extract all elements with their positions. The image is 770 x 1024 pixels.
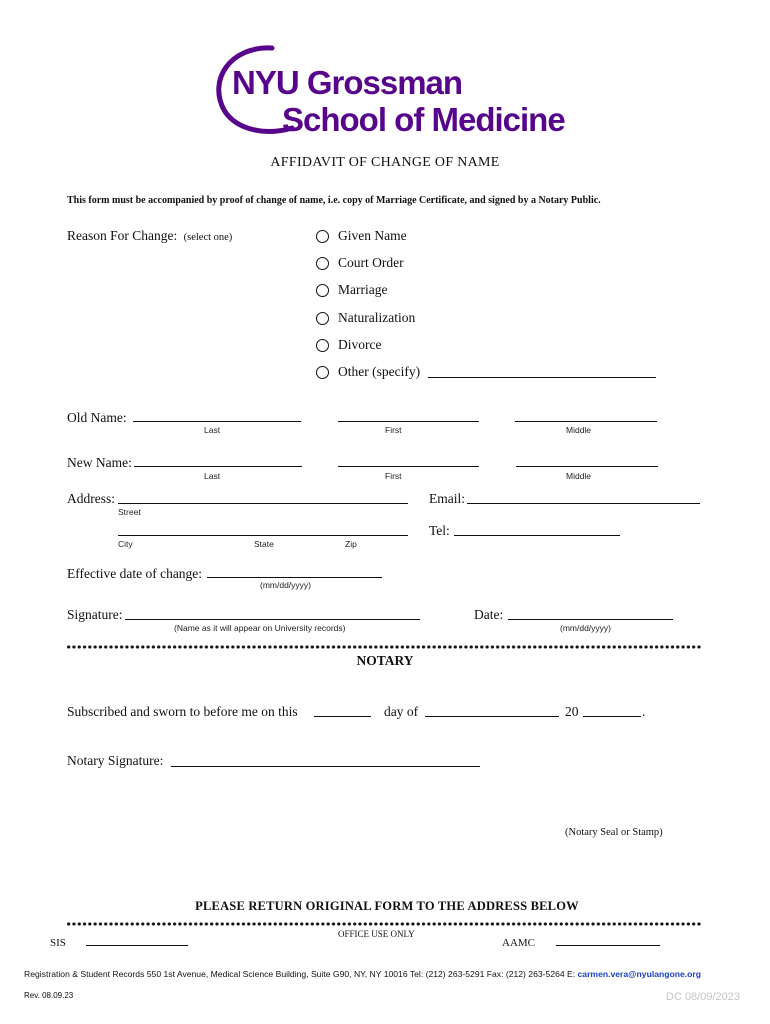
notary-heading: NOTARY bbox=[356, 653, 414, 668]
address-city-field[interactable] bbox=[118, 535, 408, 536]
street-caption: Street bbox=[118, 507, 141, 517]
radio-label: Divorce bbox=[338, 337, 382, 352]
reason-option-naturalization[interactable] bbox=[316, 309, 415, 327]
email-label: Email: bbox=[429, 491, 465, 506]
reason-option-given-name[interactable] bbox=[316, 227, 407, 245]
form-title: AFFIDAVIT OF CHANGE OF NAME bbox=[270, 155, 500, 170]
radio-button[interactable] bbox=[316, 284, 329, 297]
notary-day-field[interactable] bbox=[314, 716, 371, 717]
effective-date-field[interactable] bbox=[207, 577, 382, 578]
other-specify-field[interactable] bbox=[428, 377, 656, 378]
date-watermark: DC 08/09/2023 bbox=[666, 991, 740, 1003]
state-caption: State bbox=[254, 539, 274, 549]
radio-label: Given Name bbox=[338, 228, 407, 243]
date-caption: (mm/dd/yyyy) bbox=[560, 623, 611, 633]
return-heading: PLEASE RETURN ORIGINAL FORM TO THE ADDRESS BELOW bbox=[195, 899, 579, 913]
old-name-last-caption: Last bbox=[204, 425, 221, 435]
reason-label bbox=[67, 228, 232, 244]
signature-label: Signature: bbox=[67, 607, 123, 622]
dotted-divider-bottom bbox=[66, 922, 702, 926]
radio-button[interactable] bbox=[316, 312, 329, 325]
radio-label: Other (specify) bbox=[338, 364, 421, 379]
reason-label-text: Reason For Change: bbox=[67, 228, 178, 243]
footer-address-text: Registration & Student Records 550 1st Avenue, Medical Science Building, Suite G90, NY, NY 10016 Tel: (212) 263-5291 Fax: (212) 263-5264 E: bbox=[24, 969, 578, 979]
tel-field[interactable] bbox=[454, 535, 620, 536]
notary-year-suffix: . bbox=[642, 704, 646, 719]
old-name-first-caption: First bbox=[385, 425, 402, 435]
zip-caption: Zip bbox=[345, 539, 357, 549]
new-name-middle-caption: Middle bbox=[566, 471, 592, 481]
new-name-first-field[interactable] bbox=[338, 466, 479, 467]
dotted-divider bbox=[66, 645, 702, 649]
notary-year-field[interactable] bbox=[583, 716, 641, 717]
new-name-middle-field[interactable] bbox=[516, 466, 658, 467]
radio-button[interactable] bbox=[316, 230, 329, 243]
notary-signature-field[interactable] bbox=[171, 766, 480, 767]
radio-button[interactable] bbox=[316, 339, 329, 352]
radio-label: Court Order bbox=[338, 255, 404, 270]
tel-label: Tel: bbox=[429, 523, 450, 538]
notary-sworn-text: Subscribed and sworn to before me on this bbox=[67, 704, 298, 719]
signature-field[interactable] bbox=[125, 619, 420, 620]
footer-email-link[interactable]: carmen.vera@nyulangone.org bbox=[577, 969, 702, 979]
old-name-middle-field[interactable] bbox=[515, 421, 657, 422]
logo bbox=[210, 40, 570, 140]
footer-address bbox=[24, 969, 701, 979]
reason-option-marriage[interactable] bbox=[316, 281, 387, 299]
aamc-field[interactable] bbox=[556, 945, 660, 946]
effective-date-caption: (mm/dd/yyyy) bbox=[260, 580, 311, 590]
logo-line-1: NYU Grossman bbox=[232, 64, 463, 101]
revision-label: Rev. 08.09.23 bbox=[24, 991, 74, 1000]
radio-button[interactable] bbox=[316, 257, 329, 270]
office-use-label: OFFICE USE ONLY bbox=[338, 929, 415, 939]
notary-year-prefix: 20 bbox=[565, 704, 579, 719]
signature-caption: (Name as it will appear on University records) bbox=[174, 623, 346, 633]
notary-seal-note: (Notary Seal or Stamp) bbox=[565, 827, 663, 838]
radio-label: Marriage bbox=[338, 282, 388, 297]
email-field[interactable] bbox=[467, 503, 700, 504]
notary-signature-label: Notary Signature: bbox=[67, 753, 164, 768]
date-label: Date: bbox=[474, 607, 504, 622]
reason-option-court-order[interactable] bbox=[316, 254, 404, 272]
sis-label: SIS bbox=[50, 937, 66, 949]
notary-month-field[interactable] bbox=[425, 716, 559, 717]
old-name-first-field[interactable] bbox=[338, 421, 479, 422]
old-name-label: Old Name: bbox=[67, 410, 127, 425]
city-caption: City bbox=[118, 539, 133, 549]
sis-field[interactable] bbox=[86, 945, 188, 946]
address-street-field[interactable] bbox=[118, 503, 408, 504]
radio-label: Naturalization bbox=[338, 310, 416, 325]
address-label: Address: bbox=[67, 491, 115, 506]
effective-date-label: Effective date of change: bbox=[67, 566, 203, 581]
radio-button[interactable] bbox=[316, 366, 329, 379]
notary-day-of-label: day of bbox=[384, 704, 419, 719]
date-field[interactable] bbox=[508, 619, 673, 620]
form-instruction: This form must be accompanied by proof of change of name, i.e. copy of Marriage Certificate, and signed by a Notary Public. bbox=[67, 195, 601, 206]
reason-option-divorce[interactable] bbox=[316, 336, 381, 354]
aamc-label: AAMC bbox=[502, 937, 536, 949]
logo-line-2: School of Medicine bbox=[282, 101, 565, 138]
reason-hint: (select one) bbox=[183, 232, 233, 243]
new-name-label: New Name: bbox=[67, 455, 132, 470]
old-name-middle-caption: Middle bbox=[566, 425, 592, 435]
new-name-last-caption: Last bbox=[204, 471, 221, 481]
new-name-last-field[interactable] bbox=[134, 466, 302, 467]
reason-option-other[interactable] bbox=[316, 363, 420, 381]
old-name-last-field[interactable] bbox=[133, 421, 301, 422]
new-name-first-caption: First bbox=[385, 471, 402, 481]
